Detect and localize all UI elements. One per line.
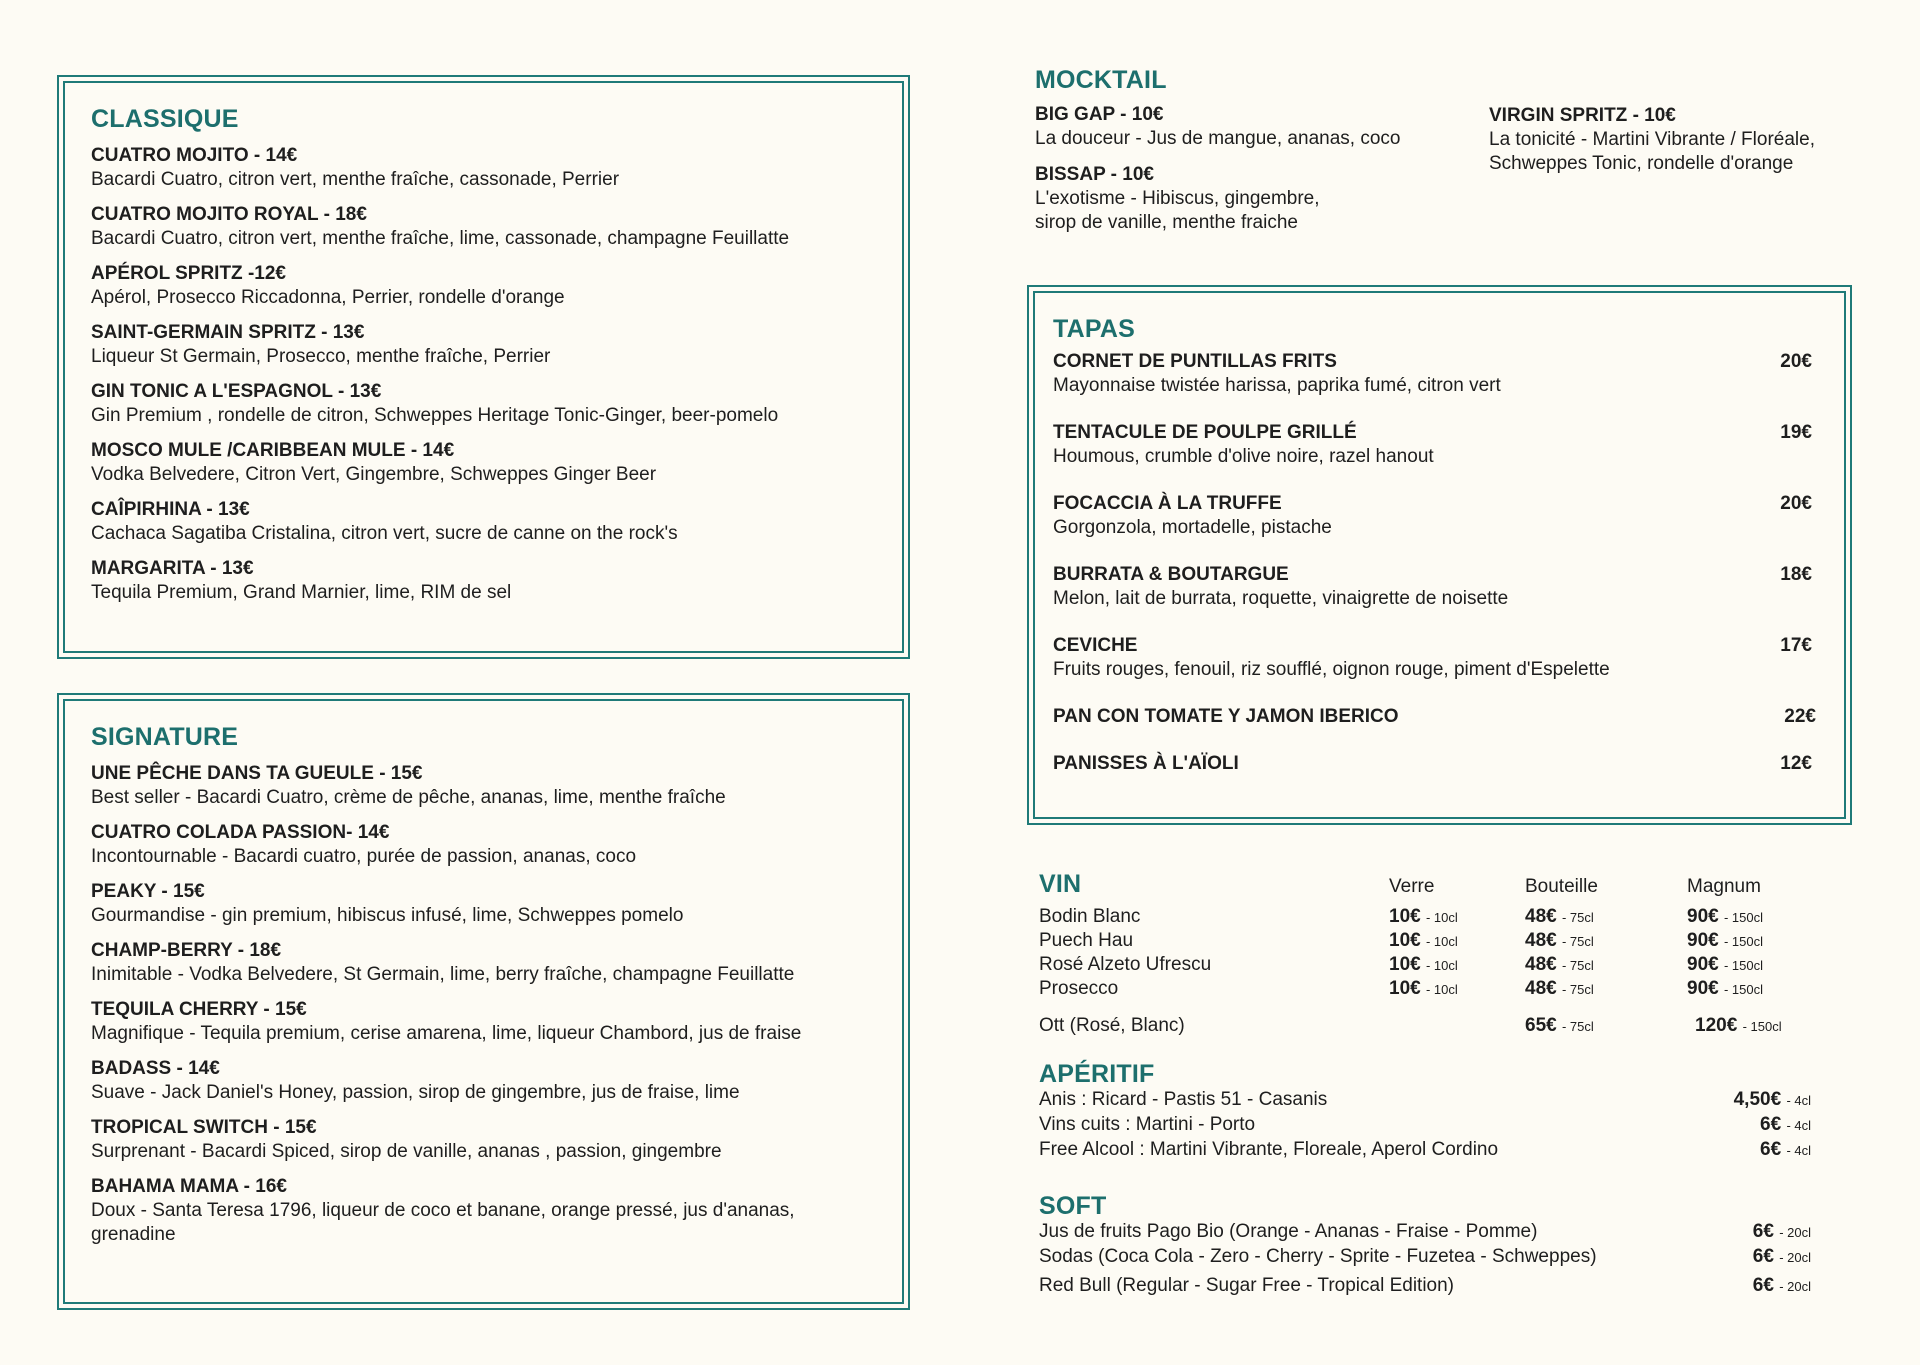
wine-verre-price (1389, 978, 1458, 1000)
unit: - 10cl (1425, 958, 1458, 973)
vin-row-bodin (1039, 906, 1859, 930)
price: 4,50€ (1733, 1089, 1782, 1110)
tapas-list (1053, 350, 1816, 776)
item-price: 19€ (1780, 422, 1812, 443)
soft-title: SOFT (1039, 1192, 1107, 1220)
unit: - 75cl (1561, 958, 1594, 973)
item-desc: Melon, lait de burrata, roquette, vinaigrette de noisette (1053, 588, 1509, 609)
classique-list (91, 144, 876, 605)
classique-item-mule (91, 439, 876, 487)
signature-item-peche (91, 762, 876, 810)
tapas-item-panisses (1053, 752, 1812, 776)
wine-verre-price (1389, 954, 1458, 976)
tapas-item-pan-con-tomate (1053, 705, 1816, 729)
item-desc: Bacardi Cuatro, citron vert, menthe fraîche, lime, cassonade, champagne Feuillatte (91, 228, 790, 249)
item-desc: Tequila Premium, Grand Marnier, lime, RIM de sel (91, 582, 512, 603)
price: 6€ (1752, 1246, 1774, 1267)
item-name: CUATRO MOJITO ROYAL - 18€ (91, 204, 367, 225)
soft-name: Red Bull (Regular - Sugar Free - Tropical Edition) (1039, 1275, 1455, 1296)
signature-item-bahama-mama (91, 1175, 876, 1247)
tapas-item-text (1053, 634, 1610, 682)
signature-title: SIGNATURE (91, 723, 239, 751)
classique-item-aperol (91, 262, 876, 310)
item-desc: Apérol, Prosecco Riccadonna, Perrier, rondelle d'orange (91, 287, 565, 308)
unit: - 20cl (1779, 1250, 1811, 1265)
aperitif-name: Vins cuits : Martini - Porto (1039, 1114, 1256, 1135)
tapas-title: TAPAS (1053, 315, 1136, 343)
price: 10€ (1389, 978, 1421, 999)
unit: - 4cl (1786, 1093, 1811, 1108)
tapas-item-cornet (1053, 350, 1812, 398)
item-desc: Gorgonzola, mortadelle, pistache (1053, 517, 1332, 538)
item-name: CUATRO COLADA PASSION- 14€ (91, 822, 390, 843)
item-desc: Liqueur St Germain, Prosecco, menthe fraîche, Perrier (91, 346, 551, 367)
wine-bouteille-price (1525, 930, 1594, 952)
mocktail-item-big-gap (1035, 103, 1455, 151)
mocktail-item-bissap (1035, 163, 1455, 235)
item-name: PAN CON TOMATE Y JAMON IBERICO (1053, 706, 1399, 727)
unit: - 20cl (1779, 1225, 1811, 1240)
price: 6€ (1752, 1275, 1774, 1296)
soft-row-jus (1039, 1220, 1811, 1245)
mocktail-section (1035, 66, 1865, 99)
unit: - 75cl (1561, 982, 1594, 997)
classique-section (63, 81, 904, 653)
item-price: 17€ (1780, 635, 1812, 656)
signature-item-tropical-switch (91, 1116, 876, 1164)
classique-item-margarita (91, 557, 876, 605)
unit: - 150cl (1723, 982, 1764, 997)
unit: - 75cl (1561, 934, 1594, 949)
unit: - 75cl (1561, 910, 1594, 925)
soft-name: Jus de fruits Pago Bio (Orange - Ananas - Fraise - Pomme) (1039, 1221, 1538, 1242)
item-name: MOSCO MULE /CARIBBEAN MULE - 14€ (91, 440, 455, 461)
price: 6€ (1760, 1114, 1782, 1135)
wine-magnum-price (1687, 954, 1763, 976)
vin-section (1039, 870, 1859, 1050)
unit: - 4cl (1786, 1118, 1811, 1133)
wine-magnum-price (1695, 1015, 1782, 1037)
unit: - 75cl (1561, 1019, 1594, 1034)
aperitif-row-free-alcool (1039, 1138, 1811, 1163)
unit: - 150cl (1723, 910, 1764, 925)
item-price: 20€ (1780, 493, 1812, 514)
unit: - 4cl (1786, 1143, 1811, 1158)
tapas-item-focaccia (1053, 492, 1812, 540)
wine-verre-price (1389, 930, 1458, 952)
aperitif-row-anis (1039, 1088, 1811, 1113)
price: 10€ (1389, 954, 1421, 975)
wine-name: Prosecco (1039, 978, 1119, 999)
item-desc: La douceur - Jus de mangue, ananas, coco (1035, 128, 1401, 149)
item-name: SAINT-GERMAIN SPRITZ - 13€ (91, 322, 365, 343)
wine-magnum-price (1687, 906, 1763, 928)
item-desc: Bacardi Cuatro, citron vert, menthe fraîche, cassonade, Perrier (91, 169, 620, 190)
tapas-frame (1027, 285, 1852, 825)
wine-bouteille-price (1525, 1015, 1594, 1037)
item-desc: Gourmandise - gin premium, hibiscus infusé, lime, Schweppes pomelo (91, 905, 684, 926)
classique-item-mojito (91, 144, 876, 192)
item-desc: L'exotisme - Hibiscus, gingembre, sirop de vanille, menthe fraiche (1035, 188, 1320, 233)
item-name: TROPICAL SWITCH - 15€ (91, 1117, 317, 1138)
mocktail-title: MOCKTAIL (1035, 66, 1167, 94)
vin-row-rose (1039, 954, 1859, 978)
signature-list (91, 762, 876, 1247)
signature-item-colada (91, 821, 876, 869)
aperitif-price (1760, 1138, 1811, 1163)
item-name: PANISSES À L'AÏOLI (1053, 753, 1239, 774)
item-desc: Vodka Belvedere, Citron Vert, Gingembre, Schweppes Ginger Beer (91, 464, 657, 485)
signature-section (63, 699, 904, 1304)
classique-item-saint-germain (91, 321, 876, 369)
item-name: PEAKY - 15€ (91, 881, 205, 902)
item-desc: Suave - Jack Daniel's Honey, passion, sirop de gingembre, jus de fraise, lime (91, 1082, 740, 1103)
item-name: FOCACCIA À LA TRUFFE (1053, 493, 1282, 514)
unit: - 150cl (1723, 958, 1764, 973)
price: 48€ (1525, 954, 1557, 975)
item-name: BISSAP - 10€ (1035, 164, 1154, 185)
item-price: 20€ (1780, 351, 1812, 372)
item-price: 18€ (1780, 564, 1812, 585)
item-desc: Magnifique - Tequila premium, cerise amarena, lime, liqueur Chambord, jus de fraise (91, 1023, 802, 1044)
signature-item-tequila-cherry (91, 998, 876, 1046)
tapas-item-burrata (1053, 563, 1812, 611)
soft-name: Sodas (Coca Cola - Zero - Cherry - Sprite - Fuzetea - Schweppes) (1039, 1246, 1597, 1267)
tapas-item-text (1053, 563, 1508, 611)
wine-magnum-price (1687, 978, 1763, 1000)
unit: - 10cl (1425, 910, 1458, 925)
aperitif-title: APÉRITIF (1039, 1060, 1155, 1088)
tapas-item-text (1053, 492, 1332, 540)
wine-name: Rosé Alzeto Ufrescu (1039, 954, 1212, 975)
item-name: GIN TONIC A L'ESPAGNOL - 13€ (91, 381, 382, 402)
item-desc: Doux - Santa Teresa 1796, liqueur de coco et banane, orange pressé, jus d'ananas, grenadine (91, 1200, 795, 1245)
tapas-item-poulpe (1053, 421, 1812, 469)
price: 65€ (1525, 1015, 1557, 1036)
item-name: VIRGIN SPRITZ - 10€ (1489, 105, 1676, 126)
soft-price (1753, 1245, 1811, 1270)
item-desc: Cachaca Sagatiba Cristalina, citron vert, sucre de canne on the rock's (91, 523, 678, 544)
signature-item-champ-berry (91, 939, 876, 987)
aperitif-price (1734, 1088, 1811, 1113)
tapas-item-text (1053, 350, 1501, 398)
price: 10€ (1389, 906, 1421, 927)
unit: - 10cl (1425, 982, 1458, 997)
item-name: CORNET DE PUNTILLAS FRITS (1053, 351, 1337, 372)
item-name: CUATRO MOJITO - 14€ (91, 145, 298, 166)
item-name: TEQUILA CHERRY - 15€ (91, 999, 307, 1020)
signature-item-peaky (91, 880, 876, 928)
unit: - 150cl (1742, 1019, 1782, 1034)
soft-section (1039, 1192, 1811, 1299)
aperitif-name: Anis : Ricard - Pastis 51 - Casanis (1039, 1089, 1328, 1110)
wine-bouteille-price (1525, 978, 1594, 1000)
item-desc: Gin Premium , rondelle de citron, Schweppes Heritage Tonic-Ginger, beer-pomelo (91, 405, 779, 426)
item-name: BAHAMA MAMA - 16€ (91, 1176, 287, 1197)
price: 48€ (1525, 930, 1557, 951)
wine-bouteille-price (1525, 954, 1594, 976)
tapas-section (1033, 291, 1846, 819)
wine-bouteille-price (1525, 906, 1594, 928)
wine-name: Bodin Blanc (1039, 906, 1141, 927)
price: 48€ (1525, 906, 1557, 927)
vin-header-verre: Verre (1389, 876, 1435, 897)
mocktail-right-column (1489, 104, 1869, 188)
signature-item-badass (91, 1057, 876, 1105)
price: 10€ (1389, 930, 1421, 951)
item-name: CHAMP-BERRY - 18€ (91, 940, 282, 961)
wine-name: Ott (Rosé, Blanc) (1039, 1015, 1185, 1036)
item-desc: Best seller - Bacardi Cuatro, crème de pêche, ananas, lime, menthe fraîche (91, 787, 726, 808)
item-name: CAÎPIRHINA - 13€ (91, 499, 250, 520)
soft-row-sodas (1039, 1245, 1811, 1270)
vin-header-magnum: Magnum (1687, 876, 1761, 897)
price: 120€ (1695, 1015, 1738, 1036)
item-desc: Fruits rouges, fenouil, riz soufflé, oignon rouge, piment d'Espelette (1053, 659, 1610, 680)
price: 90€ (1687, 906, 1719, 927)
aperitif-row-vins-cuits (1039, 1113, 1811, 1138)
item-name: BADASS - 14€ (91, 1058, 220, 1079)
tapas-item-text (1053, 421, 1434, 469)
soft-price (1753, 1220, 1811, 1245)
signature-frame (57, 693, 910, 1310)
wine-name: Puech Hau (1039, 930, 1134, 951)
price: 90€ (1687, 930, 1719, 951)
mocktail-left-column (1035, 103, 1455, 247)
wine-magnum-price (1687, 930, 1763, 952)
vin-header-bouteille: Bouteille (1525, 876, 1598, 897)
classique-title: CLASSIQUE (91, 105, 239, 133)
unit: - 20cl (1779, 1279, 1811, 1294)
price: 6€ (1752, 1221, 1774, 1242)
vin-row-puech (1039, 930, 1859, 954)
aperitif-section (1039, 1060, 1811, 1163)
item-name: TENTACULE DE POULPE GRILLÉ (1053, 422, 1357, 443)
unit: - 10cl (1425, 934, 1458, 949)
price: 48€ (1525, 978, 1557, 999)
item-name: MARGARITA - 13€ (91, 558, 254, 579)
aperitif-name: Free Alcool : Martini Vibrante, Floreale, Aperol Cordino (1039, 1139, 1499, 1160)
aperitif-price (1760, 1113, 1811, 1138)
classique-item-mojito-royal (91, 203, 876, 251)
item-price: 12€ (1780, 753, 1812, 774)
wine-verre-price (1389, 906, 1458, 928)
item-desc: Inimitable - Vodka Belvedere, St Germain, lime, berry fraîche, champagne Feuillatte (91, 964, 795, 985)
mocktail-item-virgin-spritz (1489, 104, 1869, 176)
soft-price (1753, 1274, 1811, 1299)
price: 6€ (1760, 1139, 1782, 1160)
item-desc: Incontournable - Bacardi cuatro, purée de passion, ananas, coco (91, 846, 637, 867)
item-desc: Surprenant - Bacardi Spiced, sirop de vanille, ananas , passion, gingembre (91, 1141, 722, 1162)
item-name: BIG GAP - 10€ (1035, 104, 1164, 125)
item-name: BURRATA & BOUTARGUE (1053, 564, 1289, 585)
item-name: APÉROL SPRITZ -12€ (91, 263, 286, 284)
vin-row-prosecco (1039, 978, 1859, 1002)
unit: - 150cl (1723, 934, 1764, 949)
item-price: 22€ (1784, 706, 1816, 727)
vin-row-ott (1039, 1015, 1859, 1039)
price: 90€ (1687, 978, 1719, 999)
item-name: CEVICHE (1053, 635, 1138, 656)
price: 90€ (1687, 954, 1719, 975)
classique-item-caipirinha (91, 498, 876, 546)
item-desc: Houmous, crumble d'olive noire, razel hanout (1053, 446, 1434, 467)
item-desc: La tonicité - Martini Vibrante / Floréale, Schweppes Tonic, rondelle d'orange (1489, 129, 1815, 174)
classique-item-gin-tonic (91, 380, 876, 428)
classique-frame (57, 75, 910, 659)
item-name: UNE PÊCHE DANS TA GUEULE - 15€ (91, 763, 423, 784)
tapas-item-ceviche (1053, 634, 1812, 682)
item-desc: Mayonnaise twistée harissa, paprika fumé, citron vert (1053, 375, 1501, 396)
soft-row-red-bull (1039, 1274, 1811, 1299)
vin-title: VIN (1039, 870, 1082, 898)
